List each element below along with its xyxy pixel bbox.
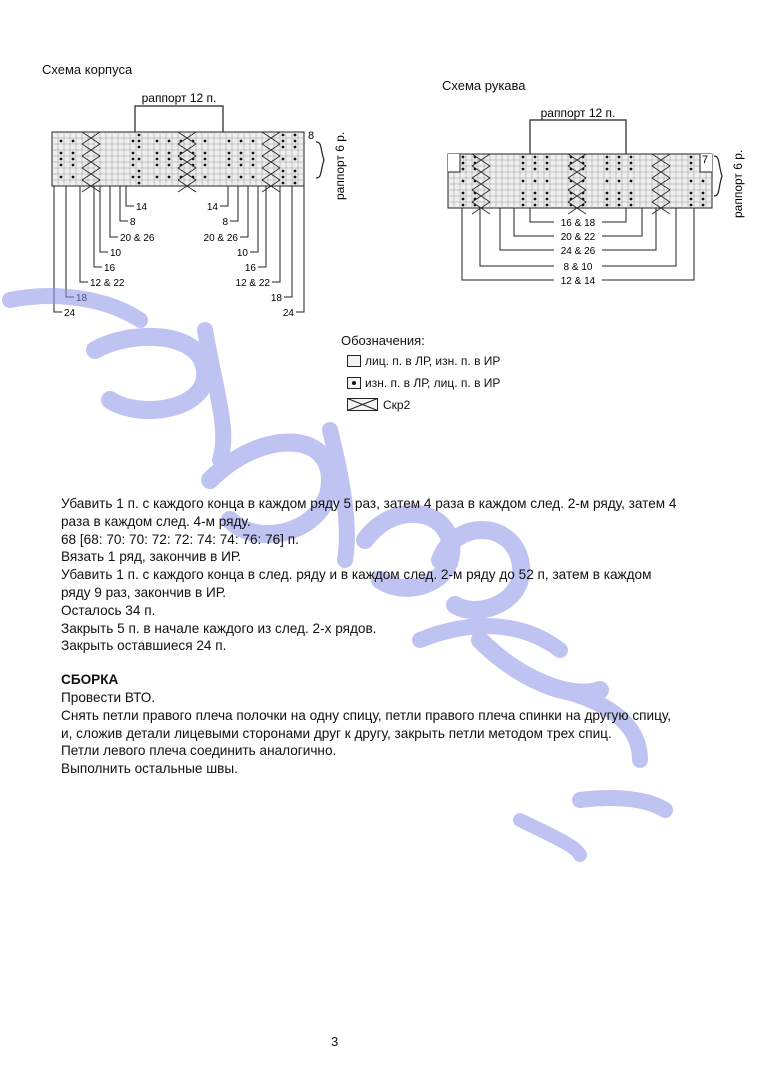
body-size-label-right: 20 & 26	[203, 233, 238, 244]
body-height-label: раппорт 6 р.	[333, 131, 347, 200]
body-size-label-left: 16	[104, 263, 116, 274]
instructions	[61, 495, 681, 778]
body-size-label-left: 12 & 22	[90, 278, 125, 289]
sleeve-size-label: 12 & 14	[560, 276, 596, 287]
assembly-line: Петли левого плеча соединить аналогично.	[61, 743, 337, 759]
body-size-label-right: 14	[206, 202, 218, 213]
body-size-label-right: 10	[236, 248, 248, 259]
legend-label: Скр2	[383, 398, 411, 412]
body-size-label-left: 20 & 26	[120, 233, 155, 244]
sleeve-chart-title: Схема рукава	[442, 78, 526, 93]
body-repeat-label: раппорт 12 п.	[141, 91, 217, 105]
body-size-label-right: 16	[244, 263, 256, 274]
body-size-label-right: 12 & 22	[235, 278, 270, 289]
instruction-line: Закрыть оставшиеся 24 п.	[61, 638, 227, 654]
sleeve-size-label: 16 & 18	[560, 218, 596, 229]
instruction-line: Осталось 34 п.	[61, 602, 156, 618]
legend-title: Обозначения:	[341, 333, 425, 348]
assembly-line: Снять петли правого плеча полочки на одну спицу, петли правого плеча спинки на другую спицу, и, сложив детали лицевыми сторонами друг к другу, закрыть петли методом трех спиц.	[61, 707, 672, 741]
sleeve-repeat-label: раппорт 12 п.	[540, 106, 616, 120]
assembly-heading: СБОРКА	[61, 672, 119, 688]
body-size-label-left: 10	[110, 248, 122, 259]
body-size-label-right: 8	[222, 217, 228, 228]
sleeve-row-count: 7	[702, 154, 709, 166]
legend-label: лиц. п. в ЛР, изн. п. в ИР	[365, 354, 501, 368]
body-size-label-left: 14	[136, 202, 148, 213]
sleeve-size-label: 8 & 10	[563, 262, 593, 273]
body-size-label-left: 8	[130, 217, 136, 228]
assembly-line: Выполнить остальные швы.	[61, 761, 238, 777]
sleeve-size-label: 20 & 22	[560, 232, 596, 243]
body-row-count: 8	[308, 130, 315, 142]
sleeve-size-label: 24 & 26	[560, 246, 596, 257]
body-size-label-left: 24	[64, 308, 76, 319]
instruction-line: Вязать 1 ряд, закончив в ИР.	[61, 549, 242, 565]
assembly-line: Провести ВТО.	[61, 689, 156, 705]
instruction-line: Убавить 1 п. с каждого конца в след. ряду и в каждом след. 2-м ряду до 52 п, затем в каждом ряду 9 раз, закончив в ИР.	[61, 567, 652, 600]
body-size-label-left: 18	[76, 293, 88, 304]
instruction-line: Закрыть 5 п. в начале каждого из след. 2-х рядов.	[61, 620, 377, 636]
body-size-label-right: 18	[270, 293, 282, 304]
body-chart-title: Схема корпуса	[42, 62, 133, 77]
page-number: 3	[331, 1034, 339, 1049]
sleeve-height-label: раппорт 6 р.	[731, 149, 745, 218]
legend-label: изн. п. в ЛР, лиц. п. в ИР	[365, 376, 501, 390]
instruction-line: 68 [68: 70: 70: 72: 72: 74: 74: 76: 76] п.	[61, 531, 299, 547]
instruction-line: Убавить 1 п. с каждого конца в каждом ряду 5 раз, затем 4 раза в каждом след. 2-м ряду, затем 4 раза в каждом след. 4-м ряду.	[61, 496, 677, 529]
body-size-label-right: 24	[282, 308, 294, 319]
